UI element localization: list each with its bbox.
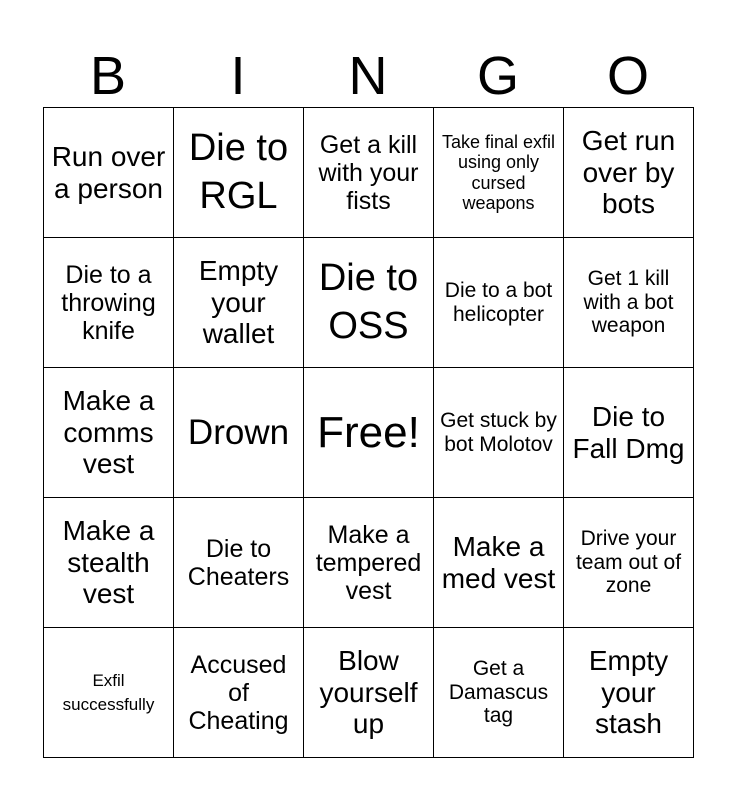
cell-text: Drive your team out of zone: [575, 527, 682, 598]
bingo-grid: [43, 107, 694, 758]
bingo-cell[interactable]: [434, 498, 564, 628]
cell-text: Accused of Cheating: [188, 650, 289, 735]
cell-text: Make a stealth vest: [62, 515, 155, 610]
bingo-cell[interactable]: [44, 238, 174, 368]
cell-text: Get stuck by bot Molotov: [440, 408, 557, 456]
cell-text: Empty your stash: [588, 645, 669, 740]
bingo-cell[interactable]: [564, 238, 694, 368]
bingo-cell[interactable]: [564, 368, 694, 498]
bingo-cell[interactable]: [434, 238, 564, 368]
bingo-cell[interactable]: [174, 108, 304, 238]
cell-text: Blow yourself up: [319, 645, 418, 740]
cell-text: Make a comms vest: [62, 385, 155, 480]
cell-text: Empty your wallet: [198, 255, 279, 350]
bingo-cell[interactable]: [174, 238, 304, 368]
bingo-cell[interactable]: [304, 628, 434, 758]
cell-text: Take final exfil using only cursed weapons: [441, 132, 556, 213]
cell-text: Exfil successfully: [62, 670, 155, 714]
bingo-cell[interactable]: [174, 628, 304, 758]
bingo-cell[interactable]: [174, 368, 304, 498]
header-letter-n: N: [348, 46, 388, 106]
cell-text: Free!: [317, 407, 420, 457]
cell-text: Die to Fall Dmg: [572, 401, 685, 464]
bingo-cell[interactable]: [44, 108, 174, 238]
cell-text: Make a med vest: [441, 531, 556, 594]
bingo-cell[interactable]: [304, 108, 434, 238]
cell-text: Die to a bot helicopter: [444, 278, 553, 326]
bingo-header: [43, 42, 693, 108]
cell-text: Drown: [187, 412, 290, 452]
bingo-cell[interactable]: [44, 498, 174, 628]
cell-text: Run over a person: [51, 141, 166, 204]
header-letter-b: B: [89, 46, 127, 106]
bingo-cell[interactable]: [434, 628, 564, 758]
cell-text: Get a kill with your fists: [318, 130, 419, 215]
bingo-cell[interactable]: [174, 498, 304, 628]
bingo-cell[interactable]: [304, 238, 434, 368]
cell-text: Get 1 kill with a bot weapon: [583, 267, 674, 338]
cell-text: Get a Damascus tag: [448, 657, 549, 728]
cell-text: Get run over by bots: [581, 125, 676, 220]
cell-text: Make a tempered vest: [315, 520, 422, 605]
bingo-cell[interactable]: [44, 368, 174, 498]
cell-text: Die to RGL: [188, 127, 289, 217]
bingo-cell[interactable]: [434, 368, 564, 498]
bingo-cell[interactable]: [564, 628, 694, 758]
cell-text: Die to OSS: [318, 257, 419, 347]
bingo-cell[interactable]: [304, 368, 434, 498]
bingo-cell[interactable]: [304, 498, 434, 628]
bingo-cell[interactable]: [44, 628, 174, 758]
bingo-cell[interactable]: [434, 108, 564, 238]
cell-text: Die to a throwing knife: [61, 260, 156, 345]
header-letter-g: G: [476, 46, 519, 106]
bingo-cell[interactable]: [564, 498, 694, 628]
header-letter-o: O: [606, 46, 649, 106]
header-letter-i: I: [230, 46, 246, 106]
bingo-cell[interactable]: [564, 108, 694, 238]
cell-text: Die to Cheaters: [187, 534, 290, 591]
